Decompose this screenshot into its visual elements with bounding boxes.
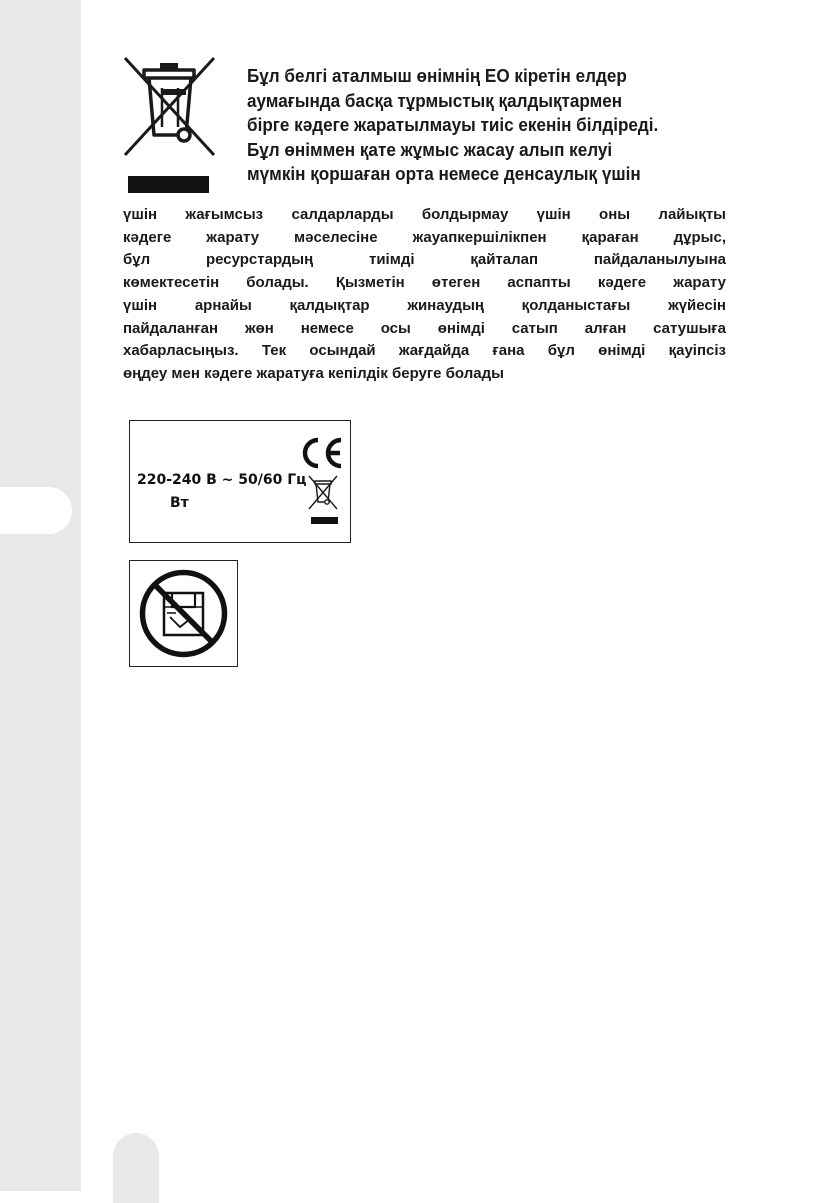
body-line: өңдеу мен кәдеге жаратуға кепілдік беруге болады [123,364,504,382]
small-weee-bar [311,517,338,524]
voltage-rating: 220-240 В ~ 50/60 Гц [137,472,307,488]
lead-line: Бұл белгі аталмыш өнімнің ЕО кіретін елдер [247,65,627,86]
do-not-wash-icon [136,567,231,660]
lead-line: Бұл өніммен қате жұмыс жасау алып келуі [247,138,613,160]
lead-line: бірге кәдеге жаратылмауы тиіс екенін білдіреді. [247,114,659,136]
power-unit: Вт [170,495,189,511]
body-line: бұл ресурстардың тиімді қайталап пайдаланылуына [123,251,726,269]
ce-mark-icon [299,436,344,470]
body-line: хабарласыңыз. Тек осындай жағдайда ғана бұл өнімді қауіпсіз [123,342,726,360]
lead-line: мүмкін қоршаған орта немесе денсаулық үшін [247,163,641,185]
crossed-out-wheelie-bin-icon [122,55,218,162]
weee-underline-bar [128,176,209,193]
lead-line: аумағында басқа тұрмыстық қалдықтармен [247,89,623,111]
body-line: үшін жағымсыз салдарларды болдырмау үшін оны лайықты [123,206,726,223]
section-tab [0,487,72,534]
body-line: пайдаланған жөн немесе осы өнімді сатып алған сатушыға [123,319,726,337]
small-crossed-out-bin-icon [307,474,339,511]
page-tab [113,1133,159,1203]
body-line: үшін арнайы қалдықтар жинаудың қолданыстағы жүйесін [123,296,726,314]
disposal-lead-paragraph [247,64,670,187]
side-margin-band [0,0,81,1191]
disposal-body-paragraph [123,204,726,386]
body-line: кәдеге жарату мәселесіне жауапкершілікпен қараған дұрыс, [123,228,726,246]
do-not-wash-symbol [129,560,238,667]
body-line: көмектесетін болады. Қызметін өтеген аспапты кәдеге жарату [123,274,726,292]
